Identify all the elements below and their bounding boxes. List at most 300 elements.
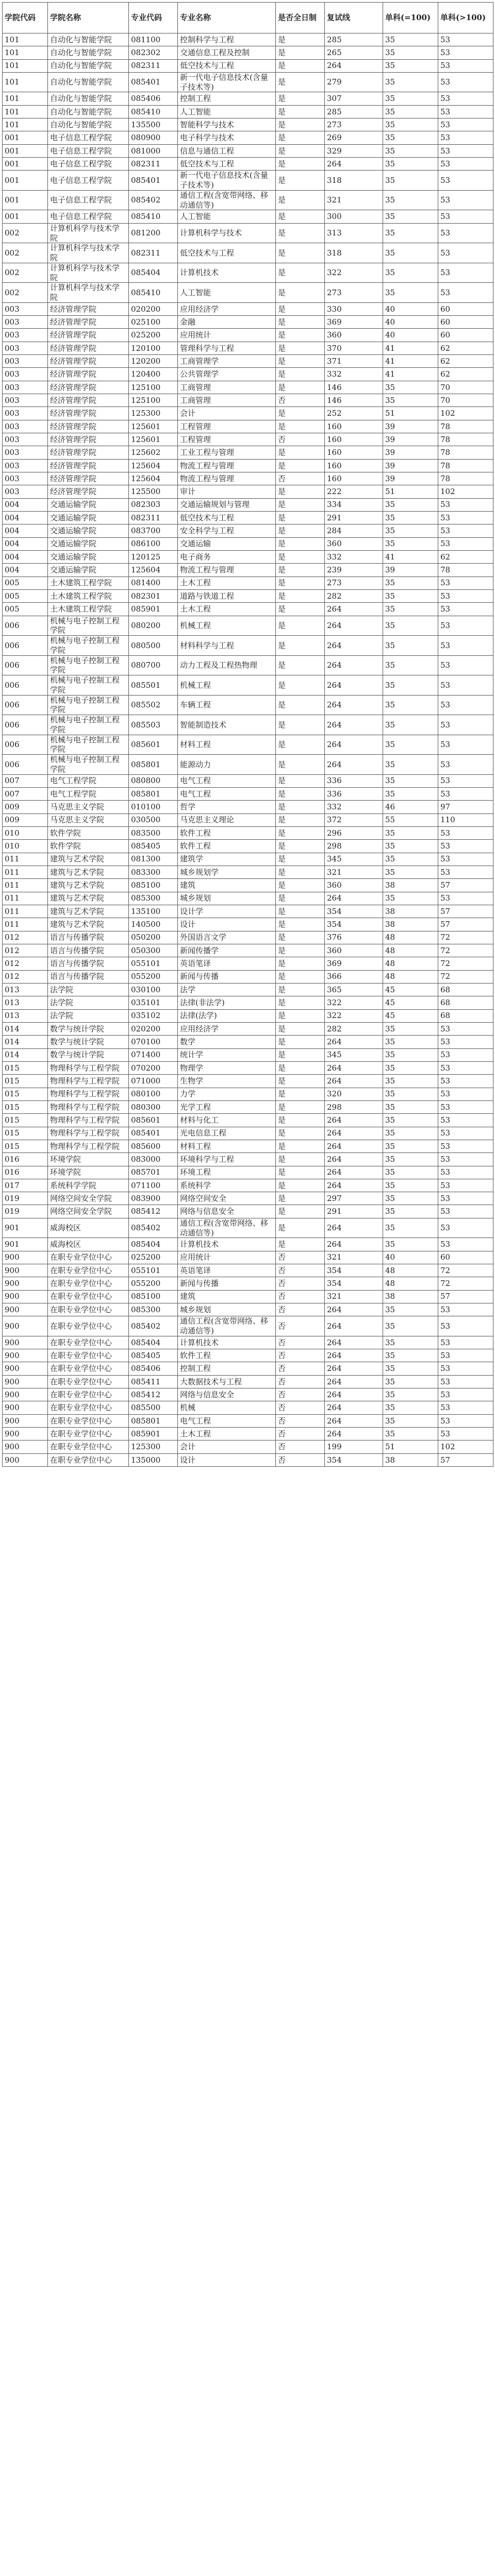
major-name-cell: 物流工程与管理	[178, 472, 276, 485]
college-name-cell: 机械与电子控制工程学院	[48, 655, 129, 675]
major-name-cell: 新闻与传播	[178, 1277, 276, 1290]
major-code-cell: 030500	[129, 814, 178, 826]
single-over-100-cell: 60	[438, 316, 493, 329]
major-name-cell: 控制工程	[178, 92, 276, 105]
college-code-cell: 900	[3, 1453, 48, 1466]
single-100-cell: 48	[383, 1277, 438, 1290]
major-name-cell: 电气工程	[178, 787, 276, 800]
retest-line-cell: 365	[325, 983, 383, 996]
major-name-cell: 法学	[178, 983, 276, 996]
fulltime-cell: 是	[276, 826, 325, 839]
major-name-cell: 材料科学与工程	[178, 636, 276, 656]
college-code-cell: 006	[3, 636, 48, 656]
fulltime-cell: 是	[276, 983, 325, 996]
single-over-100-cell: 78	[438, 433, 493, 446]
major-code-cell: 085901	[129, 603, 178, 616]
fulltime-cell: 是	[276, 1153, 325, 1166]
single-100-cell: 35	[383, 1349, 438, 1362]
single-100-cell: 35	[383, 1205, 438, 1218]
single-100-cell: 35	[383, 1100, 438, 1113]
table-row	[3, 59, 493, 72]
college-code-cell: 012	[3, 957, 48, 970]
single-100-cell: 35	[383, 190, 438, 210]
major-code-cell: 055101	[129, 957, 178, 970]
college-name-cell: 威海校区	[48, 1218, 129, 1238]
major-name-cell: 土木工程	[178, 577, 276, 589]
college-code-cell: 007	[3, 774, 48, 787]
fulltime-cell: 是	[276, 616, 325, 636]
retest-line-cell: 264	[325, 1388, 383, 1401]
single-over-100-cell: 53	[438, 537, 493, 550]
major-code-cell: 083700	[129, 524, 178, 537]
major-code-cell: 085801	[129, 787, 178, 800]
table-row	[3, 866, 493, 878]
major-name-cell: 网络空间安全	[178, 1192, 276, 1205]
fulltime-cell: 是	[276, 1127, 325, 1140]
single-over-100-cell: 53	[438, 755, 493, 775]
major-name-cell: 计算机技术	[178, 263, 276, 283]
single-100-cell: 35	[383, 243, 438, 263]
fulltime-cell: 是	[276, 866, 325, 878]
college-code-cell: 012	[3, 944, 48, 957]
single-over-100-cell: 53	[438, 498, 493, 511]
major-code-cell: 135500	[129, 118, 178, 131]
table-row	[3, 1349, 493, 1362]
major-code-cell: 010100	[129, 801, 178, 814]
single-100-cell: 35	[383, 1022, 438, 1035]
single-100-cell: 35	[383, 537, 438, 550]
retest-line-cell: 332	[325, 801, 383, 814]
fulltime-cell: 是	[276, 918, 325, 931]
single-over-100-cell: 53	[438, 1349, 493, 1362]
single-over-100-cell: 53	[438, 105, 493, 118]
single-100-cell: 35	[383, 774, 438, 787]
single-over-100-cell: 53	[438, 1218, 493, 1238]
major-name-cell: 控制工程	[178, 1362, 276, 1375]
major-code-cell: 085401	[129, 1127, 178, 1140]
single-over-100-cell: 110	[438, 814, 493, 826]
single-over-100-cell: 60	[438, 329, 493, 342]
single-over-100-cell: 53	[438, 636, 493, 656]
single-100-cell: 40	[383, 329, 438, 342]
retest-line-cell: 269	[325, 131, 383, 144]
table-row	[3, 355, 493, 368]
major-name-cell: 工程管理	[178, 420, 276, 433]
single-over-100-cell: 53	[438, 171, 493, 191]
major-name-cell: 网络与信息安全	[178, 1205, 276, 1218]
major-code-cell: 085411	[129, 1375, 178, 1388]
retest-line-cell: 282	[325, 590, 383, 603]
college-name-cell: 机械与电子控制工程学院	[48, 755, 129, 775]
single-100-cell: 35	[383, 512, 438, 524]
table-row	[3, 131, 493, 144]
table-row	[3, 329, 493, 342]
retest-line-cell: 372	[325, 814, 383, 826]
major-name-cell: 工商管理	[178, 381, 276, 394]
single-over-100-cell: 53	[438, 577, 493, 589]
fulltime-cell: 是	[276, 302, 325, 315]
major-code-cell: 025100	[129, 316, 178, 329]
major-name-cell: 通信工程(含宽带网络、移动通信等)	[178, 1218, 276, 1238]
college-name-cell: 建筑与艺术学院	[48, 879, 129, 892]
retest-line-cell: 264	[325, 892, 383, 905]
major-name-cell: 城乡规划	[178, 892, 276, 905]
college-name-cell: 经济管理学院	[48, 316, 129, 329]
single-100-cell: 35	[383, 1414, 438, 1427]
college-name-cell: 建筑与艺术学院	[48, 918, 129, 931]
college-name-cell: 机械与电子控制工程学院	[48, 675, 129, 696]
fulltime-cell: 是	[276, 92, 325, 105]
single-100-cell: 35	[383, 118, 438, 131]
table-row	[3, 1036, 493, 1048]
single-100-cell: 55	[383, 814, 438, 826]
single-over-100-cell: 68	[438, 983, 493, 996]
retest-line-cell: 354	[325, 1264, 383, 1277]
single-over-100-cell: 57	[438, 879, 493, 892]
college-code-cell: 014	[3, 1036, 48, 1048]
college-name-cell: 法学院	[48, 1009, 129, 1022]
major-name-cell: 系统科学	[178, 1179, 276, 1192]
major-code-cell: 085410	[129, 105, 178, 118]
single-100-cell: 35	[383, 1388, 438, 1401]
college-code-cell: 101	[3, 33, 48, 46]
major-code-cell: 085502	[129, 695, 178, 715]
fulltime-cell: 是	[276, 263, 325, 283]
college-name-cell: 自动化与智能学院	[48, 46, 129, 59]
major-code-cell: 125604	[129, 564, 178, 577]
fulltime-cell: 是	[276, 105, 325, 118]
table-row	[3, 1362, 493, 1375]
college-code-cell: 101	[3, 46, 48, 59]
major-name-cell: 工业工程与管理	[178, 446, 276, 459]
college-name-cell: 自动化与智能学院	[48, 92, 129, 105]
major-code-cell: 125604	[129, 459, 178, 472]
fulltime-cell: 是	[276, 72, 325, 92]
single-over-100-cell: 53	[438, 1048, 493, 1061]
college-code-cell: 001	[3, 210, 48, 223]
table-row	[3, 33, 493, 46]
retest-line-cell: 264	[325, 603, 383, 616]
single-over-100-cell: 53	[438, 1336, 493, 1349]
college-code-cell: 006	[3, 735, 48, 755]
college-name-cell: 在职专业学位中心	[48, 1362, 129, 1375]
college-code-cell: 003	[3, 420, 48, 433]
college-name-cell: 在职专业学位中心	[48, 1251, 129, 1264]
single-100-cell: 35	[383, 840, 438, 853]
retest-line-cell: 376	[325, 931, 383, 944]
college-name-cell: 在职专业学位中心	[48, 1349, 129, 1362]
college-name-cell: 经济管理学院	[48, 485, 129, 498]
college-name-cell: 经济管理学院	[48, 368, 129, 381]
college-code-cell: 001	[3, 144, 48, 157]
table-row	[3, 715, 493, 735]
fulltime-cell: 是	[276, 368, 325, 381]
major-code-cell: 081100	[129, 33, 178, 46]
college-code-cell: 010	[3, 826, 48, 839]
major-code-cell: 085410	[129, 210, 178, 223]
major-name-cell: 人工智能	[178, 210, 276, 223]
college-code-cell: 002	[3, 243, 48, 263]
college-code-cell: 001	[3, 158, 48, 171]
single-over-100-cell: 53	[438, 1075, 493, 1088]
college-name-cell: 在职专业学位中心	[48, 1428, 129, 1440]
college-name-cell: 经济管理学院	[48, 302, 129, 315]
retest-line-cell: 330	[325, 302, 383, 315]
college-name-cell: 电子信息工程学院	[48, 158, 129, 171]
table-row	[3, 892, 493, 905]
single-100-cell: 45	[383, 1009, 438, 1022]
retest-line-cell: 366	[325, 970, 383, 983]
major-code-cell: 083500	[129, 826, 178, 839]
table-row	[3, 472, 493, 485]
major-code-cell: 085412	[129, 1388, 178, 1401]
major-code-cell: 035102	[129, 1009, 178, 1022]
major-name-cell: 网络与信息安全	[178, 1388, 276, 1401]
table-row	[3, 1251, 493, 1264]
major-code-cell: 080800	[129, 774, 178, 787]
fulltime-cell: 否	[276, 1251, 325, 1264]
major-name-cell: 哲学	[178, 801, 276, 814]
fulltime-cell: 是	[276, 636, 325, 656]
table-row	[3, 1388, 493, 1401]
major-code-cell: 080200	[129, 616, 178, 636]
major-name-cell: 软件工程	[178, 826, 276, 839]
single-over-100-cell: 53	[438, 1022, 493, 1035]
major-code-cell: 082302	[129, 46, 178, 59]
retest-line-cell: 345	[325, 853, 383, 866]
college-name-cell: 经济管理学院	[48, 472, 129, 485]
single-100-cell: 35	[383, 1428, 438, 1440]
table-row	[3, 1127, 493, 1140]
retest-line-cell: 160	[325, 472, 383, 485]
major-code-cell: 085405	[129, 840, 178, 853]
college-name-cell: 交通运输学院	[48, 498, 129, 511]
major-code-cell: 071400	[129, 1048, 178, 1061]
table-row	[3, 879, 493, 892]
major-code-cell: 081300	[129, 853, 178, 866]
single-over-100-cell: 78	[438, 420, 493, 433]
major-code-cell: 086100	[129, 537, 178, 550]
retest-line-cell: 321	[325, 190, 383, 210]
college-name-cell: 机械与电子控制工程学院	[48, 695, 129, 715]
single-over-100-cell: 53	[438, 263, 493, 283]
fulltime-cell: 否	[276, 1336, 325, 1349]
college-name-cell: 自动化与智能学院	[48, 33, 129, 46]
retest-line-cell: 354	[325, 905, 383, 918]
major-code-cell: 025200	[129, 329, 178, 342]
table-row	[3, 446, 493, 459]
major-name-cell: 建筑学	[178, 853, 276, 866]
table-row	[3, 801, 493, 814]
college-code-cell: 013	[3, 996, 48, 1009]
college-name-cell: 在职专业学位中心	[48, 1264, 129, 1277]
fulltime-cell: 是	[276, 905, 325, 918]
major-code-cell: 085503	[129, 715, 178, 735]
college-code-cell: 001	[3, 190, 48, 210]
college-code-cell: 002	[3, 223, 48, 243]
major-code-cell: 080700	[129, 655, 178, 675]
table-row	[3, 1238, 493, 1251]
college-code-cell: 101	[3, 118, 48, 131]
single-over-100-cell: 53	[438, 655, 493, 675]
single-over-100-cell: 53	[438, 131, 493, 144]
fulltime-cell: 是	[276, 814, 325, 826]
single-100-cell: 35	[383, 283, 438, 303]
college-name-cell: 物理科学与工程学院	[48, 1100, 129, 1113]
retest-line-cell: 369	[325, 316, 383, 329]
major-name-cell: 光电信息工程	[178, 1127, 276, 1140]
single-100-cell: 35	[383, 826, 438, 839]
retest-line-cell: 369	[325, 957, 383, 970]
major-code-cell: 080100	[129, 1088, 178, 1100]
single-100-cell: 35	[383, 1218, 438, 1238]
college-code-cell: 004	[3, 524, 48, 537]
major-name-cell: 软件工程	[178, 1349, 276, 1362]
header-fulltime: 是否全日制	[276, 3, 325, 33]
table-row	[3, 1048, 493, 1061]
college-name-cell: 机械与电子控制工程学院	[48, 636, 129, 656]
college-code-cell: 009	[3, 801, 48, 814]
single-100-cell: 35	[383, 1238, 438, 1251]
college-name-cell: 建筑与艺术学院	[48, 853, 129, 866]
college-name-cell: 在职专业学位中心	[48, 1336, 129, 1349]
single-100-cell: 51	[383, 485, 438, 498]
single-over-100-cell: 53	[438, 675, 493, 696]
retest-line-cell: 336	[325, 787, 383, 800]
major-name-cell: 计算机科学与技术	[178, 223, 276, 243]
major-name-cell: 建筑	[178, 879, 276, 892]
single-100-cell: 48	[383, 957, 438, 970]
college-code-cell: 900	[3, 1401, 48, 1414]
retest-line-cell: 345	[325, 1048, 383, 1061]
college-code-cell: 014	[3, 1048, 48, 1061]
single-over-100-cell: 57	[438, 1453, 493, 1466]
major-name-cell: 安全科学与工程	[178, 524, 276, 537]
fulltime-cell: 是	[276, 342, 325, 354]
retest-line-cell: 285	[325, 105, 383, 118]
retest-line-cell: 264	[325, 755, 383, 775]
major-name-cell: 材料与化工	[178, 1114, 276, 1127]
college-code-cell: 901	[3, 1238, 48, 1251]
retest-line-cell: 264	[325, 158, 383, 171]
major-code-cell: 120100	[129, 342, 178, 354]
major-code-cell: 070200	[129, 1061, 178, 1074]
header-college-name: 学院名称	[48, 3, 129, 33]
retest-line-cell: 371	[325, 355, 383, 368]
single-over-100-cell: 53	[438, 774, 493, 787]
fulltime-cell: 是	[276, 144, 325, 157]
fulltime-cell: 是	[276, 171, 325, 191]
single-100-cell: 35	[383, 1048, 438, 1061]
retest-line-cell: 222	[325, 485, 383, 498]
table-row	[3, 735, 493, 755]
retest-line-cell: 282	[325, 1022, 383, 1035]
major-code-cell: 085801	[129, 755, 178, 775]
college-name-cell: 建筑与艺术学院	[48, 905, 129, 918]
college-name-cell: 交通运输学院	[48, 564, 129, 577]
major-code-cell: 083300	[129, 866, 178, 878]
single-100-cell: 35	[383, 1140, 438, 1153]
single-over-100-cell: 53	[438, 735, 493, 755]
table-row	[3, 420, 493, 433]
retest-line-cell: 264	[325, 735, 383, 755]
table-row	[3, 1075, 493, 1088]
college-name-cell: 系统科学学院	[48, 1179, 129, 1192]
fulltime-cell: 是	[276, 407, 325, 420]
college-name-cell: 语言与传播学院	[48, 944, 129, 957]
college-name-cell: 经济管理学院	[48, 355, 129, 368]
college-name-cell: 在职专业学位中心	[48, 1401, 129, 1414]
single-100-cell: 35	[383, 1401, 438, 1414]
major-code-cell: 085404	[129, 1336, 178, 1349]
header-major-code: 专业代码	[129, 3, 178, 33]
single-100-cell: 35	[383, 381, 438, 394]
major-name-cell: 智能科学与技术	[178, 118, 276, 131]
major-name-cell: 智能制造技术	[178, 715, 276, 735]
major-name-cell: 交通运输	[178, 537, 276, 550]
college-code-cell: 003	[3, 446, 48, 459]
table-row	[3, 826, 493, 839]
retest-line-cell: 334	[325, 498, 383, 511]
single-100-cell: 35	[383, 144, 438, 157]
major-name-cell: 大数据技术与工程	[178, 1375, 276, 1388]
single-100-cell: 35	[383, 92, 438, 105]
major-name-cell: 数学	[178, 1036, 276, 1048]
retest-line-cell: 160	[325, 446, 383, 459]
fulltime-cell: 是	[276, 1114, 325, 1127]
fulltime-cell: 是	[276, 1075, 325, 1088]
single-over-100-cell: 53	[438, 1140, 493, 1153]
college-name-cell: 马克思主义学院	[48, 801, 129, 814]
table-body	[3, 33, 493, 1467]
college-code-cell: 006	[3, 695, 48, 715]
table-row	[3, 158, 493, 171]
single-100-cell: 35	[383, 394, 438, 407]
college-code-cell: 013	[3, 983, 48, 996]
single-100-cell: 35	[383, 1303, 438, 1316]
college-code-cell: 006	[3, 655, 48, 675]
major-name-cell: 计算机技术	[178, 1238, 276, 1251]
table-header-row	[3, 3, 493, 33]
fulltime-cell: 是	[276, 446, 325, 459]
college-name-cell: 交通运输学院	[48, 537, 129, 550]
college-name-cell: 软件学院	[48, 840, 129, 853]
college-code-cell: 900	[3, 1362, 48, 1375]
retest-line-cell: 336	[325, 774, 383, 787]
fulltime-cell: 是	[276, 695, 325, 715]
single-100-cell: 35	[383, 1316, 438, 1336]
retest-line-cell: 264	[325, 1238, 383, 1251]
college-code-cell: 004	[3, 551, 48, 564]
table-row	[3, 105, 493, 118]
college-code-cell: 005	[3, 577, 48, 589]
major-code-cell: 080500	[129, 636, 178, 656]
college-name-cell: 经济管理学院	[48, 433, 129, 446]
single-100-cell: 45	[383, 983, 438, 996]
major-code-cell: 085406	[129, 92, 178, 105]
single-100-cell: 39	[383, 446, 438, 459]
major-code-cell: 085100	[129, 879, 178, 892]
major-code-cell: 035101	[129, 996, 178, 1009]
single-over-100-cell: 53	[438, 1166, 493, 1179]
table-row	[3, 1009, 493, 1022]
retest-line-cell: 146	[325, 394, 383, 407]
table-row	[3, 512, 493, 524]
single-over-100-cell: 53	[438, 1192, 493, 1205]
college-code-cell: 006	[3, 675, 48, 696]
major-name-cell: 控制科学与工程	[178, 33, 276, 46]
single-100-cell: 51	[383, 1440, 438, 1453]
